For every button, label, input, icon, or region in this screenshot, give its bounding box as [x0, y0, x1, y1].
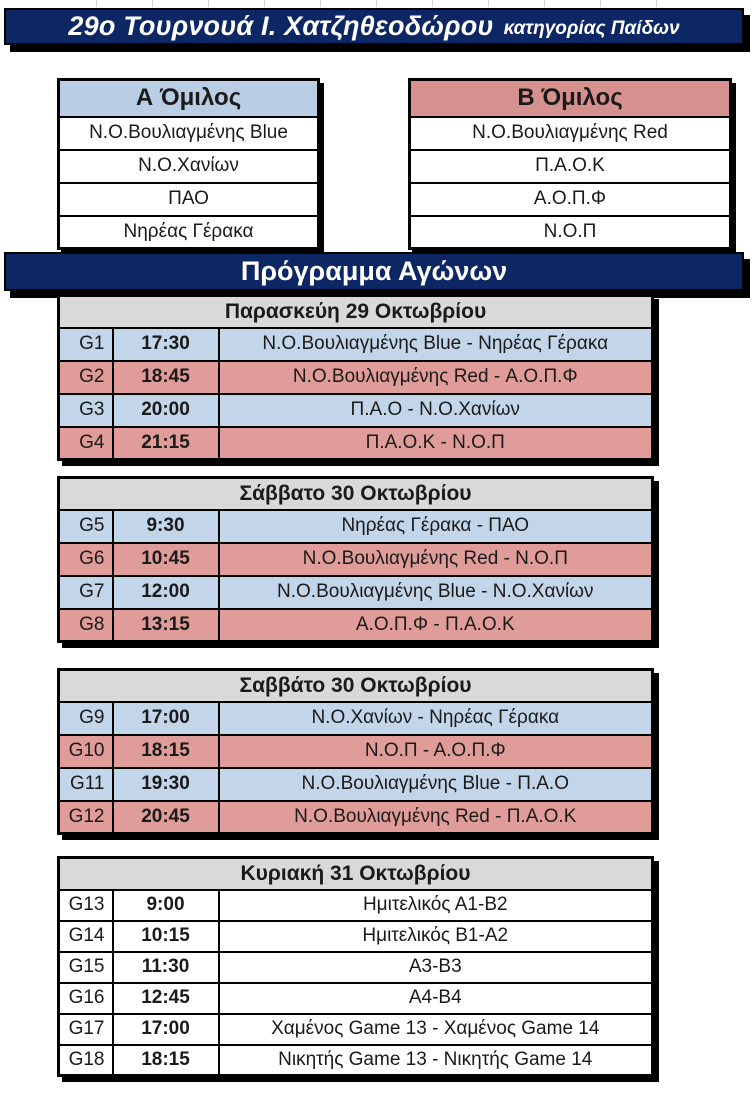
game-row	[59, 328, 653, 361]
game-code: G3	[59, 394, 113, 427]
game-code: G6	[59, 543, 113, 576]
game-row	[59, 801, 653, 834]
game-code: G1	[59, 328, 113, 361]
game-code: G5	[59, 510, 113, 543]
game-time: 17:30	[113, 328, 219, 361]
group-table-a	[57, 78, 320, 250]
game-code: G4	[59, 427, 113, 460]
team-name: ΠΑΟ	[59, 183, 319, 216]
game-match: Ν.Ο.Βουλιαγμένης Blue - Π.Α.Ο	[219, 768, 653, 801]
game-match: Ν.Ο.Βουλιαγμένης Red - Ν.Ο.Π	[219, 543, 653, 576]
game-time: 12:45	[113, 983, 219, 1014]
game-match: Α.Ο.Π.Φ - Π.Α.Ο.Κ	[219, 609, 653, 642]
game-row	[59, 609, 653, 642]
game-code: G14	[59, 921, 113, 952]
game-code: G8	[59, 609, 113, 642]
team-name: Νηρέας Γέρακα	[59, 216, 319, 249]
game-match: Π.Α.Ο.Κ - Ν.Ο.Π	[219, 427, 653, 460]
game-row	[59, 735, 653, 768]
game-time: 12:00	[113, 576, 219, 609]
game-match: Ν.Ο.Χανίων - Νηρέας Γέρακα	[219, 702, 653, 735]
day-header: Σάββατο 30 Οκτωβρίου	[59, 478, 653, 510]
game-code: G15	[59, 952, 113, 983]
game-time: 18:15	[113, 1045, 219, 1076]
game-row	[59, 510, 653, 543]
game-match: Χαμένος Game 13 - Χαμένος Game 14	[219, 1014, 653, 1045]
game-match: Νηρέας Γέρακα - ΠΑΟ	[219, 510, 653, 543]
game-time: 9:00	[113, 890, 219, 921]
group-header: Β Όμιλος	[410, 80, 731, 117]
game-code: G13	[59, 890, 113, 921]
game-row	[59, 361, 653, 394]
game-time: 13:15	[113, 609, 219, 642]
game-match: Ν.Ο.Βουλιαγμένης Blue - Ν.Ο.Χανίων	[219, 576, 653, 609]
team-name: Ν.Ο.Βουλιαγμένης Blue	[59, 117, 319, 150]
game-row	[59, 952, 653, 983]
schedule-banner-label: Πρόγραμμα Αγώνων	[240, 256, 508, 286]
tournament-category: κατηγορίας Παίδων	[503, 17, 680, 39]
game-time: 10:15	[113, 921, 219, 952]
day-header: Σαββάτο 30 Οκτωβρίου	[59, 670, 653, 702]
game-match: Ημιτελικός Β1-Α2	[219, 921, 653, 952]
game-time: 9:30	[113, 510, 219, 543]
team-name: Ν.Ο.Βουλιαγμένης Red	[410, 117, 731, 150]
game-row	[59, 394, 653, 427]
game-row	[59, 702, 653, 735]
game-row	[59, 1045, 653, 1076]
tournament-title: 29ο Τουρνουά Ι. Χατζηθεοδώρου	[68, 11, 494, 41]
game-code: G7	[59, 576, 113, 609]
game-time: 11:30	[113, 952, 219, 983]
game-row	[59, 768, 653, 801]
game-row	[59, 427, 653, 460]
team-name: Ν.Ο.Χανίων	[59, 150, 319, 183]
game-match: Ν.Ο.Βουλιαγμένης Red - Π.Α.Ο.Κ	[219, 801, 653, 834]
game-match: Νικητής Game 13 - Νικητής Game 14	[219, 1045, 653, 1076]
game-code: G16	[59, 983, 113, 1014]
game-time: 19:30	[113, 768, 219, 801]
game-time: 17:00	[113, 1014, 219, 1045]
day-table	[57, 294, 654, 461]
game-match: Ν.Ο.Π - Α.Ο.Π.Φ	[219, 735, 653, 768]
game-code: G2	[59, 361, 113, 394]
game-row	[59, 576, 653, 609]
tournament-title-bar	[4, 8, 744, 45]
day-header: Παρασκεύη 29 Οκτωβρίου	[59, 296, 653, 328]
game-code: G12	[59, 801, 113, 834]
group-header: Α Όμιλος	[59, 80, 319, 117]
day-table	[57, 476, 654, 643]
game-match: Ν.Ο.Βουλιαγμένης Red - Α.Ο.Π.Φ	[219, 361, 653, 394]
game-row	[59, 890, 653, 921]
team-name: Ν.Ο.Π	[410, 216, 731, 249]
game-match: Π.Α.Ο - Ν.Ο.Χανίων	[219, 394, 653, 427]
game-match: Ν.Ο.Βουλιαγμένης Blue - Νηρέας Γέρακα	[219, 328, 653, 361]
game-row	[59, 983, 653, 1014]
game-code: G11	[59, 768, 113, 801]
game-time: 20:45	[113, 801, 219, 834]
day-table	[57, 668, 654, 835]
team-name: Α.Ο.Π.Φ	[410, 183, 731, 216]
game-row	[59, 543, 653, 576]
game-code: G17	[59, 1014, 113, 1045]
game-row	[59, 1014, 653, 1045]
game-code: G18	[59, 1045, 113, 1076]
group-table-b	[408, 78, 732, 250]
game-time: 20:00	[113, 394, 219, 427]
game-match: Ημιτελικός Α1-Β2	[219, 890, 653, 921]
day-header: Κυριακή 31 Οκτωβρίου	[59, 858, 653, 890]
game-time: 10:45	[113, 543, 219, 576]
team-name: Π.Α.Ο.Κ	[410, 150, 731, 183]
spreadsheet-gridline-ticks	[96, 0, 696, 7]
game-match: Α3-Β3	[219, 952, 653, 983]
game-time: 18:15	[113, 735, 219, 768]
game-match: Α4-Β4	[219, 983, 653, 1014]
game-row	[59, 921, 653, 952]
game-time: 18:45	[113, 361, 219, 394]
game-time: 21:15	[113, 427, 219, 460]
schedule-banner	[4, 252, 744, 291]
day-table	[57, 856, 654, 1077]
game-code: G9	[59, 702, 113, 735]
game-time: 17:00	[113, 702, 219, 735]
game-code: G10	[59, 735, 113, 768]
